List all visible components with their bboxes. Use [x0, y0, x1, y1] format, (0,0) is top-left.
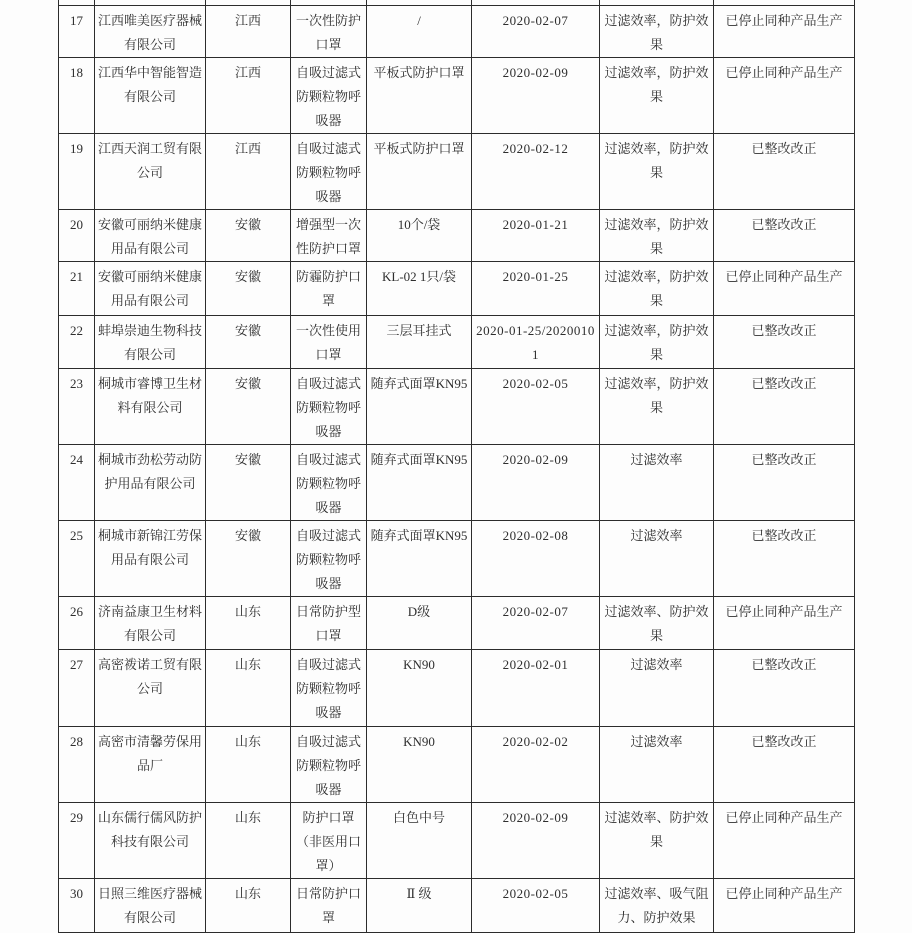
cell-action: 已整改改正 — [714, 315, 855, 368]
cell-issue: 过滤效率，防护效果 — [600, 261, 714, 315]
cell-province: 安徽 — [206, 520, 291, 596]
table-row — [59, 444, 855, 520]
cell-date: 2020-02-07 — [472, 596, 600, 649]
cell-issue: 过滤效率，防护效果 — [600, 133, 714, 209]
cell-spec: KN90 — [367, 726, 472, 802]
cell-index: 23 — [59, 368, 95, 444]
cell-manufacturer: 桐城市劲松劳动防护用品有限公司 — [95, 444, 206, 520]
cell-issue: 过滤效率、吸气阻力、防护效果 — [600, 878, 714, 932]
cell-province: 江西 — [206, 5, 291, 57]
cell-spec: 平板式防护口罩 — [367, 133, 472, 209]
cell-province: 江西 — [206, 57, 291, 133]
cell-spec: 10个/袋 — [367, 209, 472, 261]
cell-issue: 过滤效率 — [600, 649, 714, 726]
cell-index: 22 — [59, 315, 95, 368]
table-row — [59, 261, 855, 315]
cell-date: 2020-02-09 — [472, 802, 600, 878]
cell-index: 30 — [59, 878, 95, 932]
cell-issue: 过滤效率 — [600, 444, 714, 520]
cell-issue: 过滤效率，防护效果 — [600, 5, 714, 57]
cell-product: 自吸过滤式防颗粒物呼吸器 — [291, 57, 367, 133]
cell-manufacturer: 山东儒行儒风防护科技有限公司 — [95, 802, 206, 878]
cell-action: 已整改改正 — [714, 133, 855, 209]
cell-spec: 随弃式面罩KN95 — [367, 368, 472, 444]
table-row — [59, 520, 855, 596]
cell-issue: 过滤效率，防护效果 — [600, 368, 714, 444]
cell-spec: 随弃式面罩KN95 — [367, 520, 472, 596]
cell-product: 自吸过滤式防颗粒物呼吸器 — [291, 133, 367, 209]
table-row — [59, 878, 855, 932]
cell-product: 日常防护型口罩 — [291, 596, 367, 649]
cell-date: 2020-02-05 — [472, 368, 600, 444]
cell-action: 已整改改正 — [714, 726, 855, 802]
cell-action: 已停止同种产品生产 — [714, 802, 855, 878]
cell-province: 山东 — [206, 596, 291, 649]
cell-spec: 随弃式面罩KN95 — [367, 444, 472, 520]
cell-action: 已停止同种产品生产 — [714, 261, 855, 315]
cell-date: 2020-02-07 — [472, 5, 600, 57]
cell-spec: Ⅱ 级 — [367, 878, 472, 932]
cell-province: 山东 — [206, 726, 291, 802]
cell-manufacturer: 江西唯美医疗器械有限公司 — [95, 5, 206, 57]
cell-province: 山东 — [206, 649, 291, 726]
cell-index: 26 — [59, 596, 95, 649]
cell-spec: 三层耳挂式 — [367, 315, 472, 368]
cell-action: 已停止同种产品生产 — [714, 57, 855, 133]
cell-province: 安徽 — [206, 261, 291, 315]
cell-index: 28 — [59, 726, 95, 802]
cell-index: 25 — [59, 520, 95, 596]
cell-index: 21 — [59, 261, 95, 315]
cell-province: 山东 — [206, 802, 291, 878]
cell-issue: 过滤效率，防护效果 — [600, 57, 714, 133]
cell-date: 2020-02-09 — [472, 444, 600, 520]
cell-index: 27 — [59, 649, 95, 726]
table-row — [59, 209, 855, 261]
table-row — [59, 5, 855, 57]
cell-action: 已停止同种产品生产 — [714, 5, 855, 57]
cell-manufacturer: 安徽可丽纳米健康用品有限公司 — [95, 261, 206, 315]
cell-province: 江西 — [206, 133, 291, 209]
cell-province: 安徽 — [206, 368, 291, 444]
cell-spec: 白色中号 — [367, 802, 472, 878]
cell-action: 已停止同种产品生产 — [714, 878, 855, 932]
cell-manufacturer: 济南益康卫生材料有限公司 — [95, 596, 206, 649]
table-row — [59, 368, 855, 444]
cell-spec: 平板式防护口罩 — [367, 57, 472, 133]
table-row — [59, 133, 855, 209]
cell-date: 2020-02-09 — [472, 57, 600, 133]
cell-product: 一次性防护口罩 — [291, 5, 367, 57]
cell-spec: D级 — [367, 596, 472, 649]
cell-manufacturer: 蚌埠崇迪生物科技有限公司 — [95, 315, 206, 368]
cell-manufacturer: 江西天润工贸有限公司 — [95, 133, 206, 209]
cell-action: 已整改改正 — [714, 649, 855, 726]
cell-manufacturer: 桐城市新锦江劳保用品有限公司 — [95, 520, 206, 596]
cell-product: 日常防护口罩 — [291, 878, 367, 932]
cell-action: 已整改改正 — [714, 209, 855, 261]
table-row — [59, 57, 855, 133]
cell-manufacturer: 日照三维医疗器械有限公司 — [95, 878, 206, 932]
cell-date: 2020-01-21 — [472, 209, 600, 261]
cell-product: 防护口罩（非医用口罩） — [291, 802, 367, 878]
cell-manufacturer: 安徽可丽纳米健康用品有限公司 — [95, 209, 206, 261]
cell-issue: 过滤效率、防护效果 — [600, 802, 714, 878]
cell-manufacturer: 江西华中智能智造有限公司 — [95, 57, 206, 133]
table-row — [59, 649, 855, 726]
cell-product: 自吸过滤式防颗粒物呼吸器 — [291, 444, 367, 520]
cell-index: 24 — [59, 444, 95, 520]
nonconforming-masks-table — [58, 0, 855, 933]
cell-action: 已整改改正 — [714, 444, 855, 520]
cell-province: 安徽 — [206, 444, 291, 520]
cell-date: 2020-01-25 — [472, 261, 600, 315]
cell-product: 自吸过滤式防颗粒物呼吸器 — [291, 368, 367, 444]
cell-manufacturer: 桐城市睿博卫生材料有限公司 — [95, 368, 206, 444]
cell-action: 已停止同种产品生产 — [714, 596, 855, 649]
cell-date: 2020-01-25/20200101 — [472, 315, 600, 368]
cell-province: 山东 — [206, 878, 291, 932]
cell-issue: 过滤效率 — [600, 520, 714, 596]
cell-spec: KL-02 1只/袋 — [367, 261, 472, 315]
cell-issue: 过滤效率、防护效果 — [600, 596, 714, 649]
table-row — [59, 596, 855, 649]
cell-date: 2020-02-05 — [472, 878, 600, 932]
cell-spec: / — [367, 5, 472, 57]
cell-manufacturer: 高密市清馨劳保用品厂 — [95, 726, 206, 802]
cell-issue: 过滤效率，防护效果 — [600, 315, 714, 368]
table-row — [59, 726, 855, 802]
cell-manufacturer: 高密袯诺工贸有限公司 — [95, 649, 206, 726]
cell-action: 已整改改正 — [714, 520, 855, 596]
table-row — [59, 315, 855, 368]
cell-province: 安徽 — [206, 315, 291, 368]
cell-date: 2020-02-12 — [472, 133, 600, 209]
cell-product: 防霾防护口罩 — [291, 261, 367, 315]
cell-product: 自吸过滤式防颗粒物呼吸器 — [291, 520, 367, 596]
cell-product: 自吸过滤式防颗粒物呼吸器 — [291, 649, 367, 726]
cell-index: 20 — [59, 209, 95, 261]
table-row — [59, 802, 855, 878]
cell-index: 19 — [59, 133, 95, 209]
cell-index: 29 — [59, 802, 95, 878]
cell-product: 自吸过滤式防颗粒物呼吸器 — [291, 726, 367, 802]
cell-action: 已整改改正 — [714, 368, 855, 444]
cell-date: 2020-02-01 — [472, 649, 600, 726]
cell-date: 2020-02-02 — [472, 726, 600, 802]
cell-issue: 过滤效率，防护效果 — [600, 209, 714, 261]
cell-province: 安徽 — [206, 209, 291, 261]
cell-issue: 过滤效率 — [600, 726, 714, 802]
cell-product: 一次性使用口罩 — [291, 315, 367, 368]
cell-product: 增强型一次性防护口罩 — [291, 209, 367, 261]
cell-index: 17 — [59, 5, 95, 57]
cell-index: 18 — [59, 57, 95, 133]
cell-spec: KN90 — [367, 649, 472, 726]
cell-date: 2020-02-08 — [472, 520, 600, 596]
